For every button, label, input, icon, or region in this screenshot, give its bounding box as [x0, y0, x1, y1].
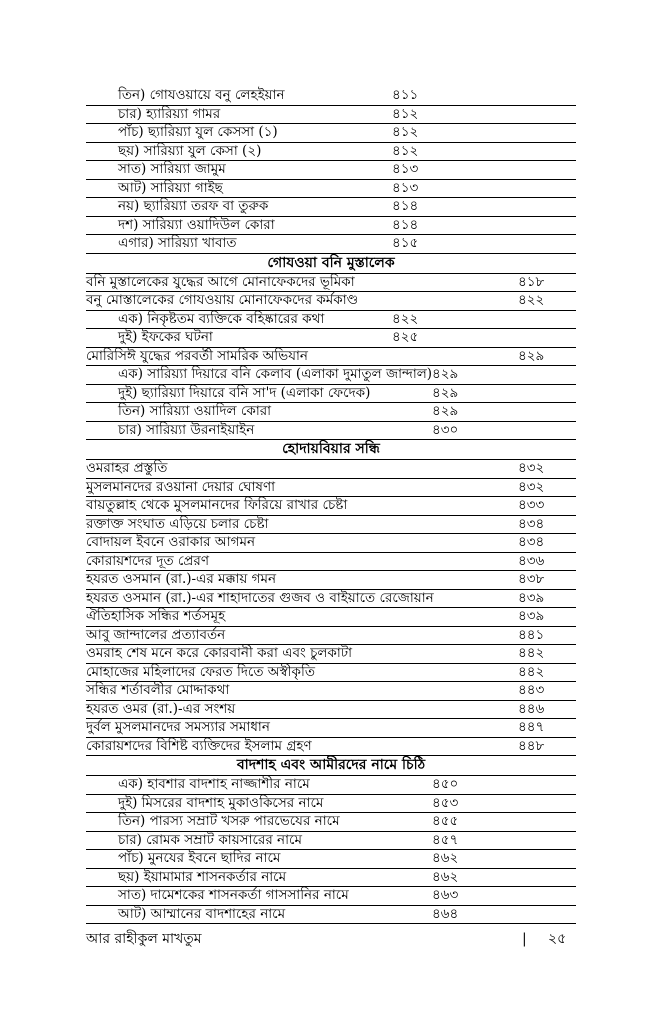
- toc-entry-title: ওমরাহ শেষ মনে করে কোরবানী করা এবং চুলকাটা: [86, 645, 353, 661]
- toc-entry-title: এগার) সারিয়্যা খাবাত: [118, 235, 237, 251]
- page-footer: [86, 928, 576, 950]
- toc-entry-page: ৪৩০: [432, 421, 459, 438]
- toc-entry-page: ৪৪৮: [518, 737, 545, 754]
- toc-entry: [86, 273, 576, 293]
- toc-entry-page: ৪৩২: [518, 478, 545, 495]
- toc-entry-title: ছয়) সারিয়্যা যুল কেসা (২): [118, 142, 262, 159]
- toc-entry-page: ৪২৯: [518, 347, 545, 364]
- toc-entry: [86, 310, 576, 330]
- toc-entry: [86, 384, 576, 404]
- section-heading: গোযওয়া বনি মুস্তালেক: [86, 253, 576, 274]
- toc-entry: [86, 496, 576, 516]
- toc-entry-title: বায়তুল্লাহ থেকে মুসলমানদের ফিরিয়ে রাখার চেষ্টা: [86, 497, 348, 513]
- toc-entry-title: বনি মুস্তালেকের যুদ্ধের আগে মোনাফেকদের ভূমিকা: [86, 273, 355, 290]
- toc-entry-title: ঐতিহাসিক সন্ধির শর্তসমূহ: [86, 608, 226, 624]
- toc-entry-page: ৪৪৩: [518, 682, 545, 698]
- toc-entry: [86, 216, 576, 236]
- toc-entry-title: মোহাজের মহিলাদের ফেরত দিতে অস্বীকৃতি: [86, 663, 315, 680]
- toc-entry-title: বোদায়ল ইবনে ওরাকার আগমন: [86, 534, 256, 550]
- toc-entry-title: আট) আম্মানের বাদশাহের নামে: [118, 905, 286, 922]
- section-heading: হোদায়বিয়ার সন্ধি: [86, 439, 576, 460]
- page-number: ২৫: [548, 931, 567, 947]
- toc-entry-title: হযরত ওসমান (রা.)-এর মক্কায় গমন: [86, 571, 277, 587]
- toc-entry-title: এক) নিকৃষ্টতম ব্যক্তিকে বহিষ্কারের কথা: [118, 310, 325, 327]
- toc-entry-page: ৪২৯: [432, 403, 459, 419]
- toc-entry-page: ৪১৪: [392, 198, 419, 214]
- toc-entry-title: আবু জান্দালের প্রত্যাবর্তন: [86, 626, 226, 643]
- toc-entry: [86, 459, 576, 479]
- toc-entry-page: ৪৩৪: [518, 534, 545, 550]
- toc-entry-title: দুর্বল মুসলমানদের সমস্যার সমাধান: [86, 719, 270, 735]
- toc-entry: [86, 515, 576, 535]
- toc-entry: [86, 626, 576, 646]
- toc-entry-page: ৪৩৩: [518, 497, 545, 513]
- toc-entry-page: ৪১৩: [392, 179, 419, 196]
- toc-entry-page: ৪৩৯: [518, 589, 545, 606]
- toc-entry-page: ৪৫৫: [432, 813, 459, 829]
- toc-entry-title: চার) রোমক সম্রাট কায়সারের নামে: [118, 831, 302, 848]
- toc-entry: [86, 179, 576, 199]
- toc-entry: [86, 700, 576, 720]
- toc-entry-title: মোরিসিঈ যুদ্ধের পরবর্তী সামরিক অভিযান: [86, 347, 308, 364]
- toc-entry-title: বনু মোস্তালেকের গোযওয়ায় মোনাফেকদের কর্মকাণ্ড: [86, 292, 359, 308]
- toc-entry-page: ৪১৫: [392, 235, 419, 251]
- toc-entry: [86, 291, 576, 311]
- toc-entry: [86, 552, 576, 572]
- toc-entry-title: পাঁচ) ছ্যারিয়্যা যুল কেসসা (১): [118, 124, 278, 140]
- footer-separator: |: [522, 931, 527, 947]
- toc-entry-page: ৪৫৭: [432, 831, 459, 848]
- toc-entry-page: ৪১৮: [518, 273, 545, 290]
- toc-entry-title: দুই) ইফকের ঘটনা: [118, 329, 213, 345]
- toc-entry-page: ৪১২: [392, 124, 419, 140]
- toc-entry-page: ৪৩৮: [518, 571, 545, 587]
- toc-entry-page: ৪১২: [392, 142, 419, 159]
- toc-entry-title: দুই) ছ্যারিয়্যা দিয়ারে বনি সা'দ (এলাকা ফেদেক): [118, 384, 371, 401]
- toc-entry-title: চার) সারিয়্যা উরনাইয়াইন: [118, 421, 255, 438]
- toc-entry: [86, 849, 576, 869]
- toc-entry-page: ৪১৪: [392, 216, 419, 233]
- toc-entry-page: ৪৬৩: [432, 887, 459, 903]
- toc-entry-title: তিন) সারিয়্যা ওয়াদিল কোরা: [118, 403, 272, 419]
- toc-entry-title: তিন) পারস্য সম্রাট খসরু পারভেযের নামে: [118, 813, 340, 829]
- toc-entry: [86, 234, 576, 254]
- toc-entry-title: দশ) সারিয়্যা ওয়াদিউল কোরা: [118, 216, 275, 233]
- toc-entry: [86, 197, 576, 217]
- toc-entry-title: নয়) ছ্যারিয়্যা তরফ বা তুরুক: [118, 198, 269, 214]
- toc-entry-page: ৪১৩: [392, 161, 419, 177]
- toc-entry: [86, 328, 576, 348]
- toc-entry: [86, 905, 576, 925]
- toc-entry: [86, 831, 576, 851]
- toc-entry-title: এক) সারিয়্যা দিয়ারে বনি কেলাব (এলাকা দুমাতুল জান্দাল): [118, 366, 433, 382]
- toc-entry-page: ৪১২: [392, 105, 419, 122]
- toc-entry: [86, 794, 576, 814]
- toc-entry: [86, 812, 576, 832]
- toc-entry: [86, 123, 576, 143]
- toc-entry-page: ৪৩৬: [518, 552, 545, 569]
- toc-entry-title: হযরত ওমর (রা.)-এর সংশয়: [86, 700, 236, 717]
- toc-entry-page: ৪৩৯: [518, 608, 545, 624]
- toc-entry-page: ৪৪১: [518, 626, 545, 643]
- toc-entry: [86, 589, 576, 609]
- toc-entry: [86, 402, 576, 422]
- toc-entry-page: ৪৫০: [432, 776, 459, 792]
- toc-entry-page: ৪১১: [392, 87, 419, 103]
- toc-entry-page: ৪৩৪: [518, 515, 545, 532]
- toc-entry-page: ৪৩২: [518, 460, 545, 476]
- toc-entry-title: এক) হাবশার বাদশাহ নাজ্জাশীর নামে: [118, 776, 310, 792]
- toc-entry: [86, 347, 576, 367]
- toc-entry: [86, 86, 576, 106]
- toc-entry-page: ৪২৫: [392, 329, 419, 345]
- toc-entry-page: ৪২৯: [432, 384, 459, 401]
- toc-entry: [86, 663, 576, 683]
- toc-entry-page: ৪২৯: [432, 366, 459, 382]
- toc-entry-page: ৪২২: [392, 310, 419, 327]
- toc-entry-page: ৪৪৭: [518, 719, 545, 735]
- toc-entry-title: ছয়) ইয়ামামার শাসনকর্তার নামে: [118, 868, 287, 885]
- toc-entry-title: মুসলমানদের রওয়ানা দেয়ার ঘোষণা: [86, 478, 276, 495]
- toc-entry-title: তিন) গোযওয়ায়ে বনু লেহইয়ান: [118, 87, 285, 103]
- toc-entry: [86, 533, 576, 553]
- toc-entry-title: ওমরাহর প্রস্তুতি: [86, 460, 168, 476]
- book-title: আর রাহীকুল মাখতুম: [86, 931, 202, 947]
- toc-entry-title: রক্তাক্ত সংঘাত এড়িয়ে চলার চেষ্টা: [86, 515, 269, 532]
- toc-entry: [86, 365, 576, 385]
- toc-entry-title: পাঁচ) মুনযের ইবনে ছাদির নামে: [118, 850, 281, 866]
- toc-entry-title: সাত) দামেশকের শাসনকর্তা গাসসানির নামে: [118, 887, 349, 903]
- toc-entry: [86, 644, 576, 664]
- toc-entry-page: ৪৫৩: [432, 794, 459, 811]
- toc-entry-page: ৪৬৪: [432, 905, 459, 922]
- toc-entry-page: ৪৬২: [432, 850, 459, 866]
- toc-entry: [86, 160, 576, 180]
- toc-entry-title: সন্ধির শর্তাবলীর মোদ্দাকথা: [86, 682, 230, 698]
- toc-entry-page: ৪৪৬: [518, 700, 545, 717]
- toc-entry-page: ৪২২: [518, 292, 545, 308]
- toc-entry: [86, 775, 576, 795]
- toc-entry: [86, 868, 576, 888]
- toc-entry: [86, 886, 576, 906]
- toc-entry-title: কোরায়শদের বিশিষ্ট ব্যক্তিদের ইসলাম গ্রহণ: [86, 737, 312, 754]
- toc-entry-page: ৪৪২: [518, 645, 545, 661]
- toc-entry: [86, 478, 576, 498]
- toc-entry-page: ৪৬২: [432, 868, 459, 885]
- toc-entry: [86, 681, 576, 701]
- toc-entry-page: ৪৪২: [518, 663, 545, 680]
- section-heading: বাদশাহ এবং আমীরদের নামে চিঠি: [86, 755, 576, 776]
- toc-entry: [86, 421, 576, 441]
- toc-entry: [86, 105, 576, 125]
- toc-entry-title: দুই) মিসরের বাদশাহ মুকাওকিসের নামে: [118, 794, 324, 811]
- toc-entry: [86, 570, 576, 590]
- toc-entry: [86, 737, 576, 757]
- toc-entry: [86, 607, 576, 627]
- toc-entry-title: হযরত ওসমান (রা.)-এর শাহাদাতের গুজব ও বাইয়াতে রেজোয়ান: [86, 589, 434, 606]
- toc-entry-title: আট) সারিয়্যা গাইছ: [118, 179, 223, 196]
- toc-entry-title: কোরায়শদের দূত প্রেরণ: [86, 552, 210, 569]
- toc-entry-title: চার) হ্যারিয়্যা গামর: [118, 105, 221, 122]
- toc-entry: [86, 142, 576, 162]
- toc-entry-title: সাত) সারিয়্যা জামুম: [118, 161, 226, 177]
- toc-entry: [86, 718, 576, 738]
